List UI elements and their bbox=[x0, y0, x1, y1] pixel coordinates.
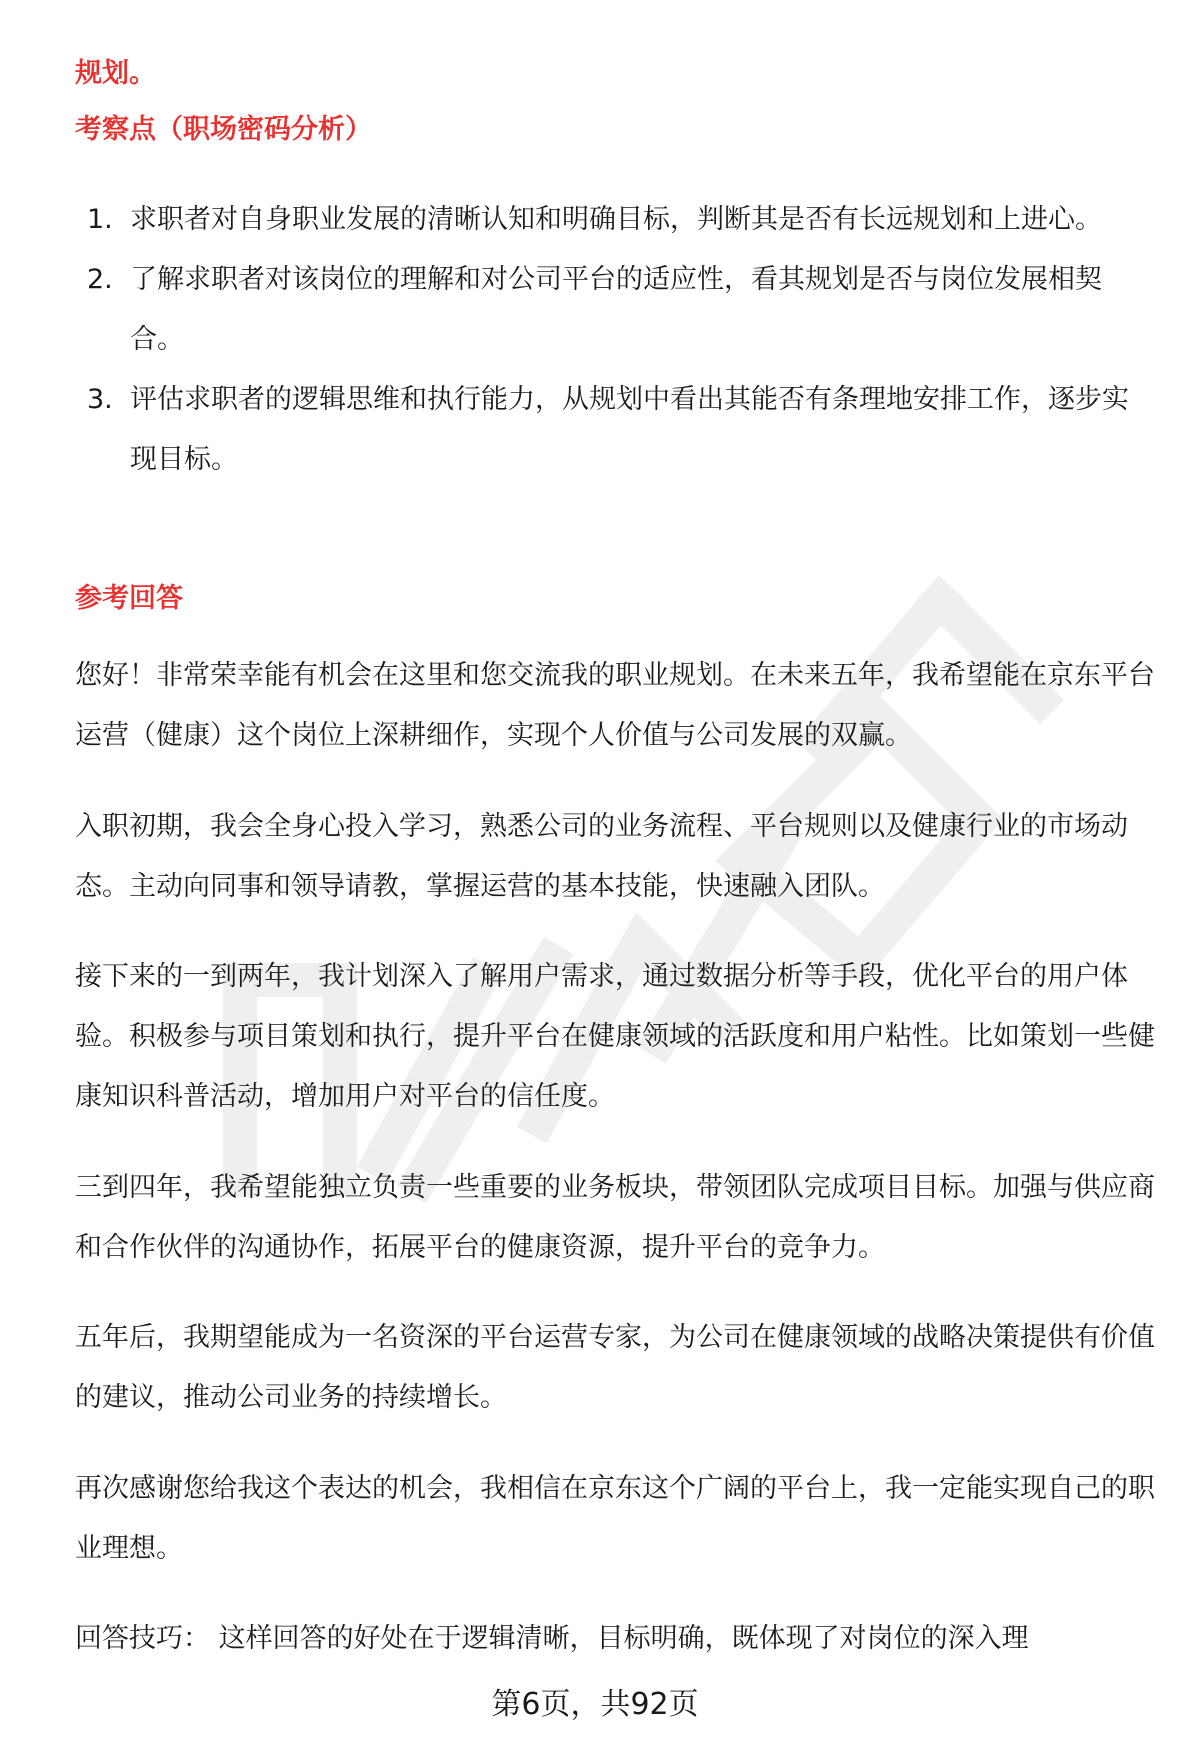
list-item bbox=[75, 370, 1155, 490]
document-page bbox=[75, 0, 1155, 1755]
heading-assessment-points: 考察点（职场密码分析） bbox=[75, 114, 372, 145]
assessment-points-list bbox=[75, 190, 1155, 490]
answer-paragraph: 再次感谢您给我这个表达的机会，我相信在京东这个广阔的平台上，我一定能实现自己的职业理想。 bbox=[75, 1473, 1155, 1564]
list-number: 1. bbox=[87, 204, 113, 235]
list-number: 3. bbox=[87, 384, 113, 415]
answer-paragraph: 入职初期，我会全身心投入学习，熟悉公司的业务流程、平台规则以及健康行业的市场动态。主动向同事和领导请教，掌握运营的基本技能，快速融入团队。 bbox=[75, 811, 1128, 902]
answer-paragraph: 三到四年，我希望能独立负责一些重要的业务板块，带领团队完成项目目标。加强与供应商和合作伙伴的沟通协作，拓展平台的健康资源，提升平台的竞争力。 bbox=[75, 1172, 1155, 1263]
list-number: 2. bbox=[87, 264, 113, 295]
answer-paragraph: 五年后，我期望能成为一名资深的平台运营专家，为公司在健康领域的战略决策提供有价值的建议，推动公司业务的持续增长。 bbox=[75, 1322, 1155, 1413]
heading-fragment: 规划。 bbox=[75, 58, 156, 89]
list-item-text: 评估求职者的逻辑思维和执行能力，从规划中看出其能否有条理地安排工作，逐步实现目标。 bbox=[130, 384, 1129, 475]
list-item bbox=[75, 190, 1155, 250]
heading-reference-answer: 参考回答 bbox=[75, 583, 183, 614]
answer-paragraph: 您好！非常荣幸能有机会在这里和您交流我的职业规划。在未来五年，我希望能在京东平台运营（健康）这个岗位上深耕细作，实现个人价值与公司发展的双赢。 bbox=[75, 660, 1155, 751]
list-item-text: 求职者对自身职业发展的清晰认知和明确目标，判断其是否有长远规划和上进心。 bbox=[130, 204, 1102, 235]
answer-paragraph: 接下来的一到两年，我计划深入了解用户需求，通过数据分析等手段，优化平台的用户体验。积极参与项目策划和执行，提升平台在健康领域的活跃度和用户粘性。比如策划一些健康知识科普活动，增加用户对平台的信任度。 bbox=[75, 961, 1155, 1112]
answer-tip: 回答技巧： 这样回答的好处在于逻辑清晰，目标明确，既体现了对岗位的深入理 bbox=[75, 1623, 1029, 1654]
list-item-text: 了解求职者对该岗位的理解和对公司平台的适应性，看其规划是否与岗位发展相契合。 bbox=[130, 264, 1102, 355]
page-footer: 第6页，共92页 bbox=[491, 1687, 699, 1722]
list-item bbox=[75, 250, 1155, 370]
